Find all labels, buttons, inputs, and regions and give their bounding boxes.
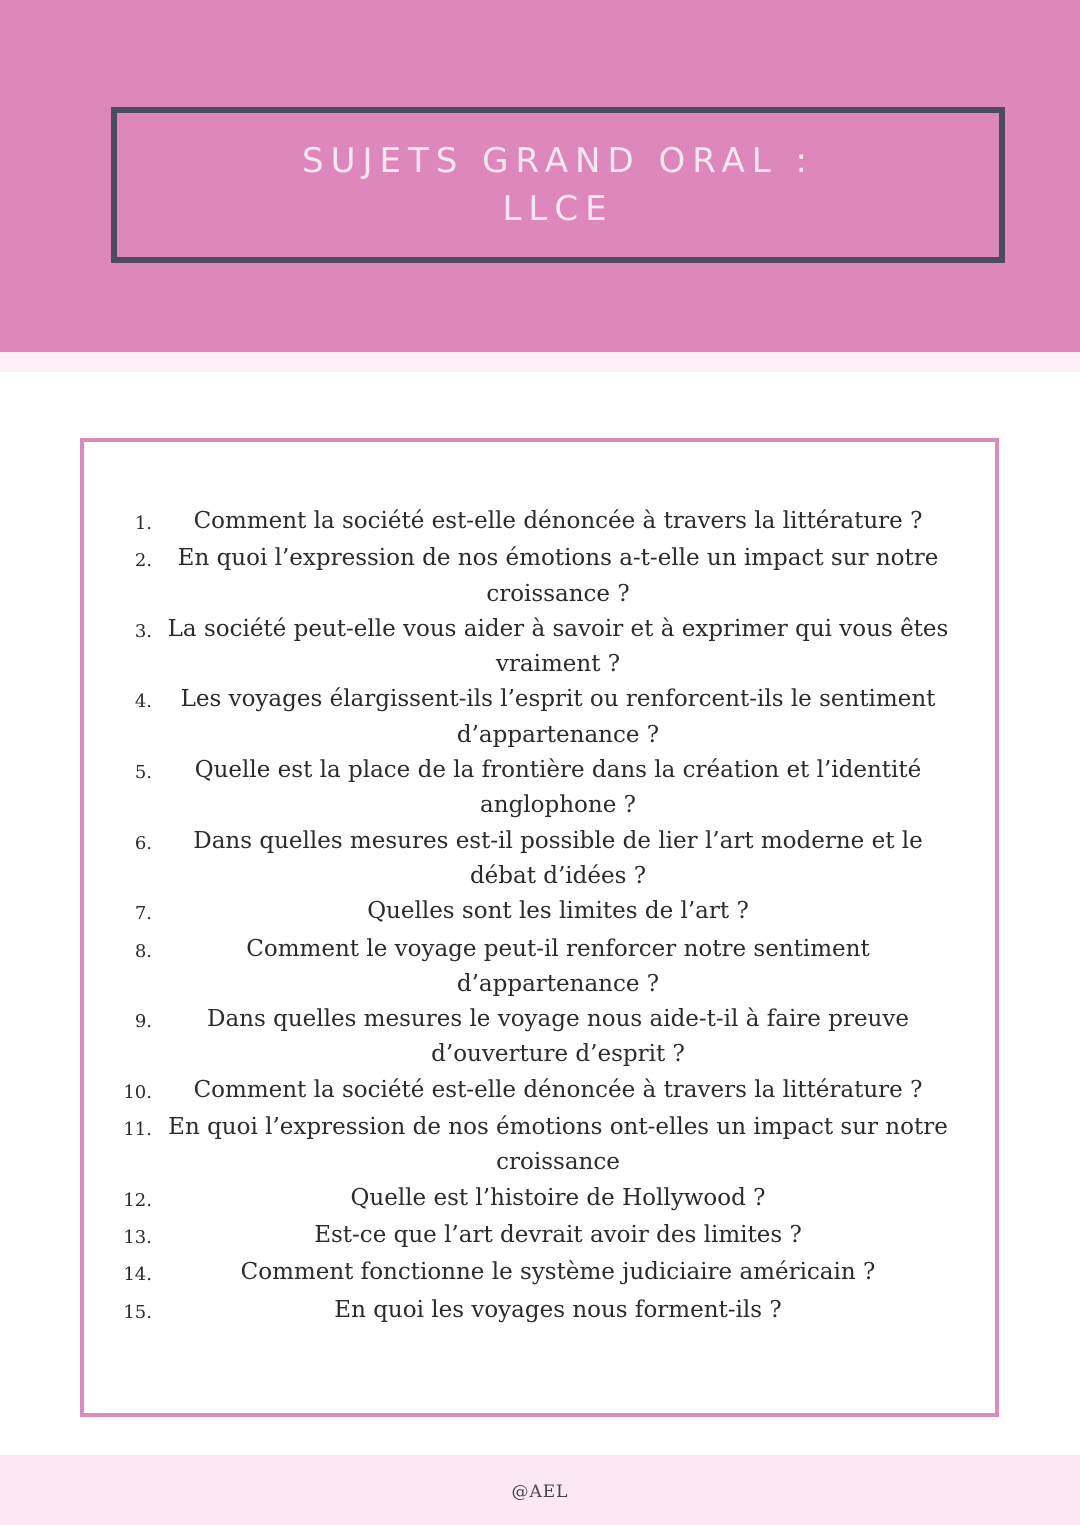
question-text: Les voyages élargissent-ils l’esprit ou renforcent-ils le sentiment d’appartenance ?	[180, 686, 936, 748]
list-item	[116, 824, 964, 895]
footer-credit: @AEL	[511, 1482, 569, 1502]
question-text: Comment fonctionne le système judiciaire américain ?	[240, 1259, 876, 1286]
list-item	[116, 1255, 964, 1292]
question-text: Est-ce que l’art devrait avoir des limites ?	[314, 1221, 802, 1248]
question-text: Quelle est la place de la frontière dans la création et l’identité anglophone ?	[194, 757, 922, 819]
question-number: 5.	[134, 762, 152, 784]
question-number: 13.	[123, 1226, 152, 1248]
question-text: Comment le voyage peut-il renforcer notre sentiment d’appartenance ?	[246, 935, 870, 997]
list-item	[116, 1002, 964, 1073]
question-number: 11.	[123, 1119, 152, 1141]
question-number: 8.	[134, 940, 152, 962]
list-item	[116, 504, 964, 541]
question-text: En quoi les voyages nous forment-ils ?	[334, 1296, 782, 1323]
question-number: 6.	[134, 832, 152, 854]
question-text: Quelle est l’histoire de Hollywood ?	[350, 1184, 766, 1211]
question-text: Comment la société est-elle dénoncée à travers la littérature ?	[193, 1076, 923, 1103]
question-text: Dans quelles mesures est-il possible de lier l’art moderne et le débat d’idées ?	[193, 827, 923, 889]
list-item	[116, 753, 964, 824]
question-text: Comment la société est-elle dénoncée à travers la littérature ?	[193, 508, 923, 534]
question-number: 7.	[134, 903, 152, 925]
question-number: 10.	[123, 1081, 152, 1103]
question-text: Quelles sont les limites de l’art ?	[367, 898, 749, 925]
question-number: 4.	[134, 691, 152, 713]
question-number: 12.	[123, 1189, 152, 1211]
question-number: 14.	[123, 1264, 152, 1286]
list-item	[116, 894, 964, 931]
question-text: En quoi l’expression de nos émotions a-t-elle un impact sur notre croissance ?	[177, 545, 939, 607]
question-text: En quoi l’expression de nos émotions ont-elles un impact sur notre croissance	[168, 1114, 948, 1176]
list-item	[116, 1293, 964, 1330]
question-number: 15.	[123, 1301, 152, 1323]
header-divider-strip	[0, 352, 1080, 372]
list-item	[116, 932, 964, 1003]
list-item	[116, 1181, 964, 1218]
question-number: 3.	[134, 620, 152, 642]
question-list	[116, 504, 964, 1330]
list-item	[116, 1110, 964, 1181]
question-number: 9.	[134, 1011, 152, 1033]
question-number: 1.	[134, 513, 152, 534]
list-item	[116, 541, 964, 612]
page-title-line-2: LLCE	[502, 189, 614, 229]
footer-band	[0, 1455, 1080, 1525]
title-box	[111, 107, 1005, 263]
question-number: 2.	[134, 550, 152, 572]
page-title-line-1: SUJETS GRAND ORAL :	[302, 141, 814, 181]
list-item	[116, 682, 964, 753]
list-item	[116, 1073, 964, 1110]
question-text: Dans quelles mesures le voyage nous aide-t-il à faire preuve d’ouverture d’esprit ?	[207, 1006, 909, 1068]
question-text: La société peut-elle vous aider à savoir et à exprimer qui vous êtes vraiment ?	[167, 615, 949, 678]
list-item	[116, 1218, 964, 1255]
list-item	[116, 612, 964, 683]
